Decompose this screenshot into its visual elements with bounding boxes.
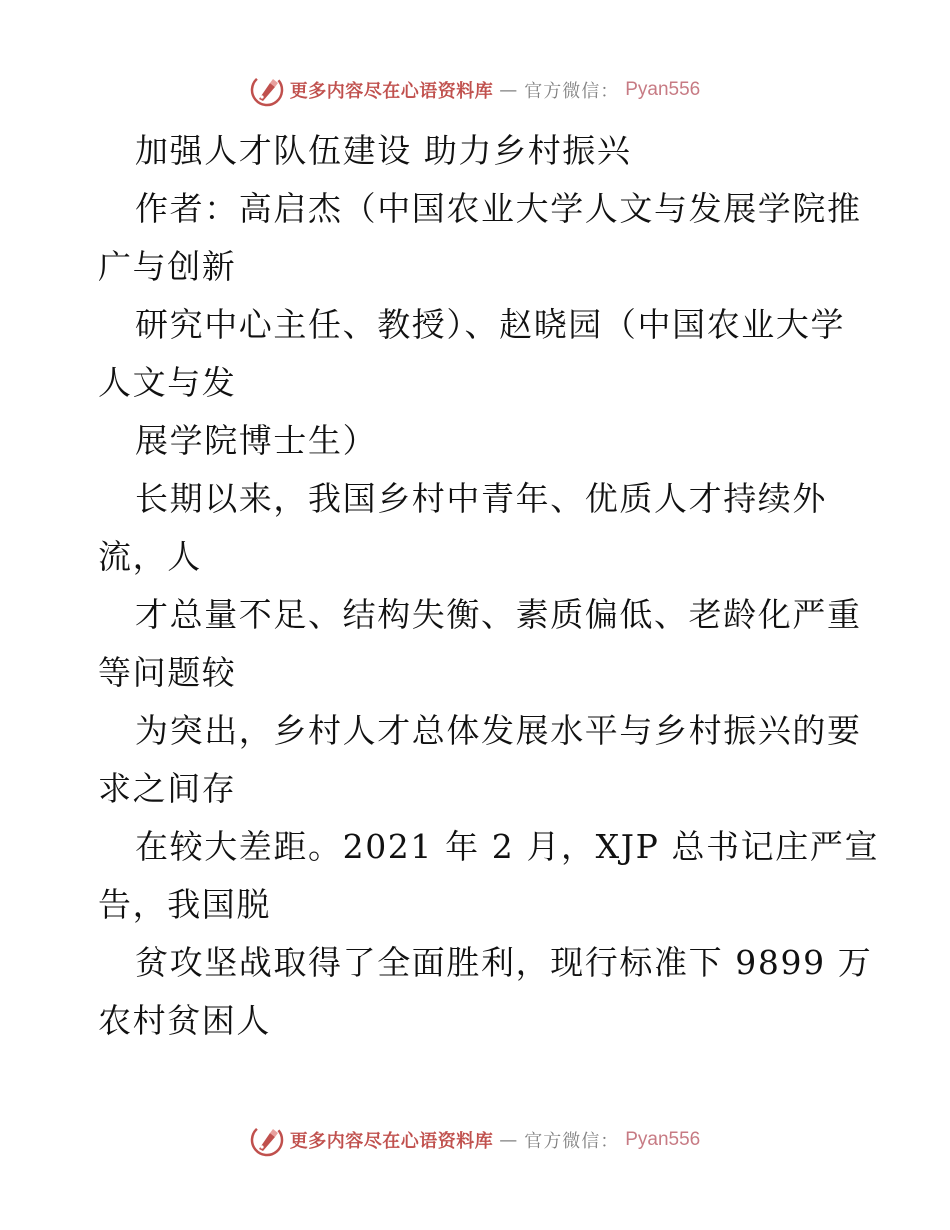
watermark-dash: — (499, 79, 519, 101)
document-line: 展学院博士生） (135, 421, 378, 460)
document-line: 长期以来，我国乡村中青年、优质人才持续外 (135, 479, 827, 518)
watermark-official-text: 官方微信： (524, 1131, 620, 1152)
document-line: 贫攻坚战取得了全面胜利，现行标准下 9899 万 (135, 943, 873, 982)
watermark-dash: — (499, 1129, 519, 1151)
document-line: 等问题较 (98, 653, 237, 692)
watermark-wechat-id: Pyan556 (625, 79, 701, 100)
document-line: 为突出，乡村人才总体发展水平与乡村振兴的要 (135, 711, 862, 750)
watermark-wechat-id: Pyan556 (625, 1129, 701, 1150)
document-line: 人文与发 (98, 363, 237, 402)
document-line: 告，我国脱 (98, 885, 271, 924)
watermark-library-text: 更多内容尽在心语资料库 (289, 1131, 494, 1152)
document-line: 才总量不足、结构失衡、素质偏低、老龄化严重 (135, 595, 862, 634)
document-line: 作者：高启杰（中国农业大学人文与发展学院推 (135, 189, 862, 228)
header-watermark (0, 70, 950, 110)
pen-logo-icon (250, 1123, 284, 1157)
watermark-library-text: 更多内容尽在心语资料库 (289, 81, 494, 102)
document-line: 流，人 (98, 537, 202, 576)
pen-logo-icon (250, 73, 284, 107)
document-line: 求之间存 (98, 769, 237, 808)
document-line: 研究中心主任、教授）、赵晓园（中国农业大学 (135, 305, 846, 344)
document-line: 加强人才队伍建设 助力乡村振兴 (135, 131, 632, 170)
document-line: 在较大差距。2021 年 2 月，XJP 总书记庄严宣 (135, 827, 880, 866)
watermark-official-text: 官方微信： (524, 81, 620, 102)
document-line: 广与创新 (98, 247, 237, 286)
document-line: 农村贫困人 (98, 1001, 271, 1040)
footer-watermark (0, 1120, 950, 1160)
document-body (98, 122, 880, 1050)
